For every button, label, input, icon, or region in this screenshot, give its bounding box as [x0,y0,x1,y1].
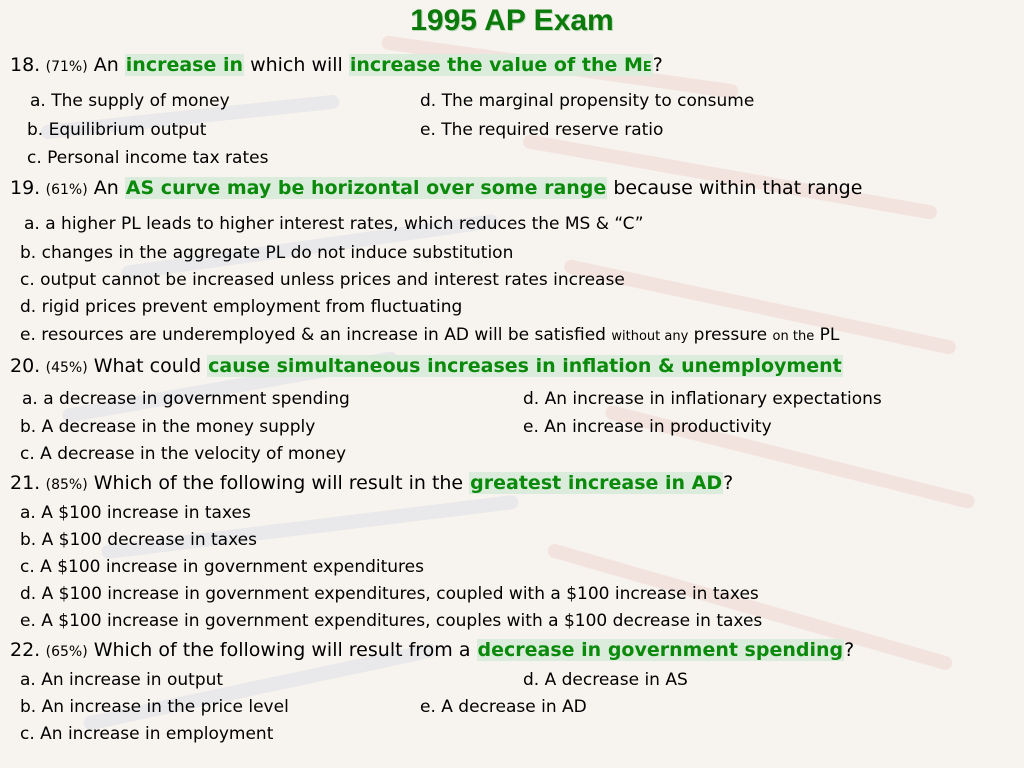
answer-option: d. rigid prices prevent employment from fluctuating [20,297,463,317]
answer-option: a. The supply of money [30,91,230,111]
question-highlight: decrease in government spending [477,639,844,661]
answer-option: d. The marginal propensity to consume [420,91,755,111]
answer-option: b. An increase in the price level [20,697,289,717]
answer-option: e. A $100 increase in government expenditures, couples with a $100 decrease in taxes [20,611,763,631]
answer-option: c. A decrease in the velocity of money [20,444,347,464]
question-percent: (71%) [45,59,88,75]
answer-option: a. An increase in output [20,670,224,690]
answer-option: d. A decrease in AS [523,670,688,690]
question-percent: (61%) [45,182,88,198]
answer-option: a. A $100 increase in taxes [20,503,251,523]
question-number: 20. [10,355,41,377]
question-18: 18. (71%) An increase in which will increase the value of the ME? [10,54,663,76]
question-number: 19. [10,177,41,199]
answer-option: e. The required reserve ratio [420,120,664,140]
answer-option: c. An increase in employment [20,724,274,744]
answer-option: e. A decrease in AD [420,697,587,717]
question-percent: (45%) [45,360,88,376]
question-highlight: increase the value of the ME [349,54,652,76]
page-title: 1995 AP Exam [410,4,614,37]
answer-option: a. a decrease in government spending [22,389,350,409]
answer-option: e. An increase in productivity [523,417,772,437]
question-highlight: cause simultaneous increases in inflation & unemployment [208,355,842,377]
question-highlight: greatest increase in AD [470,472,723,494]
question-22: 22. (65%) Which of the following will result from a decrease in government spending? [10,639,855,661]
answer-option: d. A $100 increase in government expenditures, coupled with a $100 increase in taxes [20,584,759,604]
answer-option: a. a higher PL leads to higher interest rates, which reduces the MS & “C” [24,214,644,234]
question-21: 21. (85%) Which of the following will result in the greatest increase in AD? [10,472,734,494]
answer-option: d. An increase in inflationary expectations [523,389,882,409]
answer-option: c. A $100 increase in government expenditures [20,557,424,577]
question-number: 18. [10,54,41,76]
answer-option: b. A decrease in the money supply [20,417,316,437]
answer-option: b. changes in the aggregate PL do not induce substitution [20,243,514,263]
question-19: 19. (61%) An AS curve may be horizontal over some range because within that range [10,177,863,199]
answer-option: b. A $100 decrease in taxes [20,530,257,550]
question-highlight: increase in [125,54,244,76]
answer-option: c. output cannot be increased unless prices and interest rates increase [20,270,625,290]
answer-option: b. Equilibrium output [27,120,207,140]
question-number: 21. [10,472,41,494]
question-20: 20. (45%) What could cause simultaneous increases in inflation & unemployment [10,355,842,377]
question-highlight: AS curve may be horizontal over some range [125,177,607,199]
answer-option: e. resources are underemployed & an increase in AD will be satisfied without any pressure on the PL [20,325,840,345]
question-percent: (85%) [45,477,88,493]
question-number: 22. [10,639,41,661]
answer-option: c. Personal income tax rates [27,148,269,168]
question-percent: (65%) [45,644,88,660]
